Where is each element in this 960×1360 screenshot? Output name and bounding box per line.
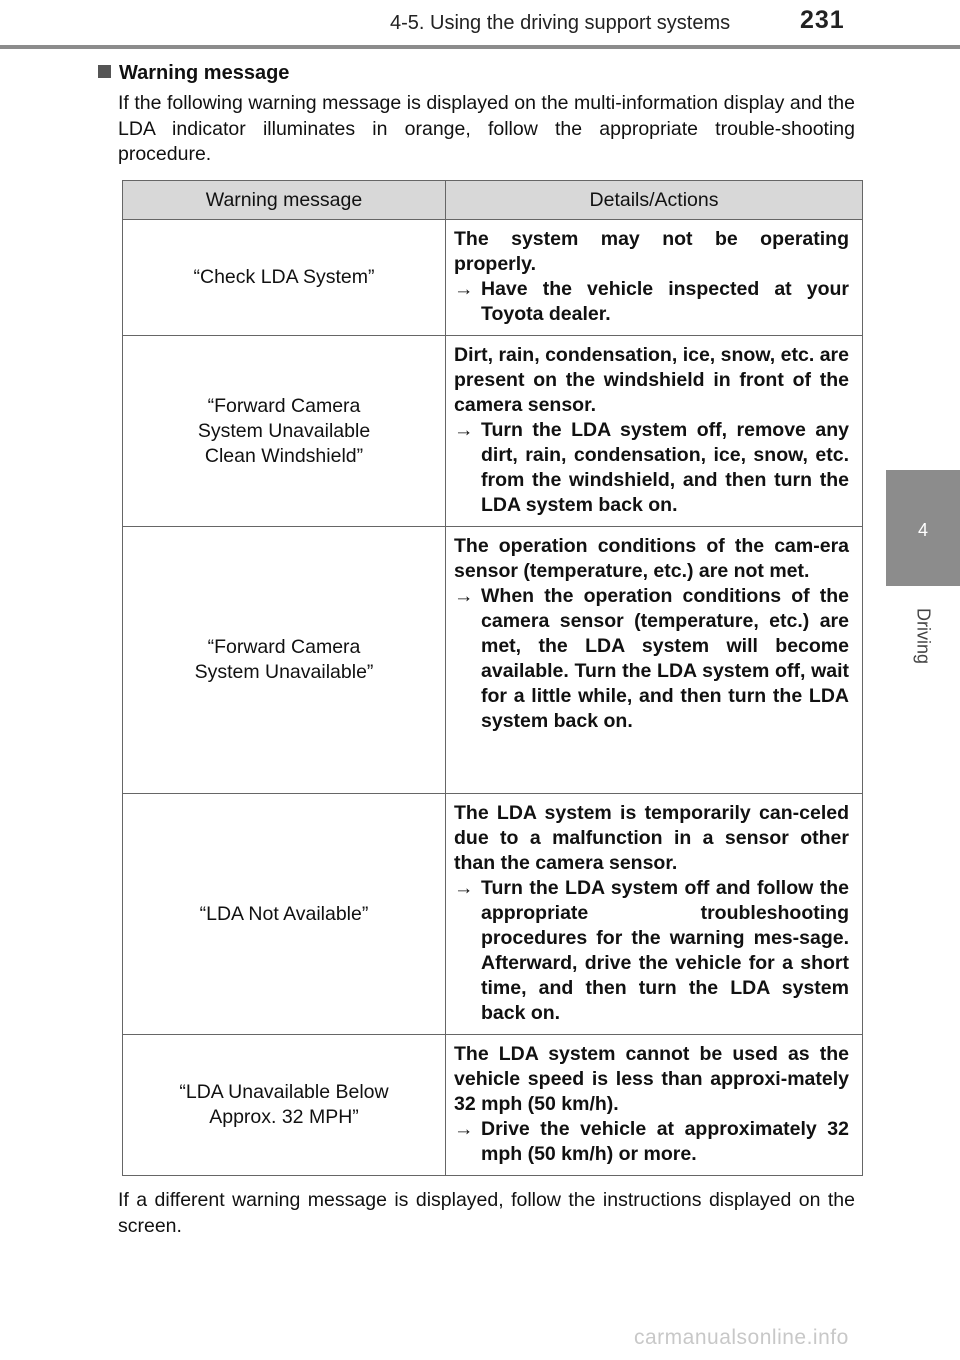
warning-message-cell <box>123 794 446 1035</box>
header-divider <box>0 45 960 49</box>
detail-text: The LDA system cannot be used as the vehicle speed is less than approxi-mately 32 mph (50 km/h). <box>454 1043 849 1115</box>
table-row <box>123 527 863 794</box>
warning-message-cell <box>123 1035 446 1176</box>
warning-message-text: “Check LDA System” <box>193 266 375 288</box>
details-actions-cell <box>446 1035 863 1176</box>
table-row <box>123 1035 863 1176</box>
detail-text: The system may not be operating properly. <box>454 228 849 275</box>
warning-message-cell <box>123 336 446 527</box>
action-text: When the operation conditions of the camera sensor (temperature, etc.) are met, the LDA system will become available. Turn the LDA system off, wait for a little while, and then turn the LDA system back on. <box>481 585 849 732</box>
chapter-label-text: Driving <box>913 607 934 665</box>
warning-message-cell <box>123 527 446 794</box>
warning-message-text: “LDA Not Available” <box>199 902 369 925</box>
chapter-number: 4 <box>917 520 928 540</box>
arrow-right-icon: → <box>454 877 474 899</box>
table-row <box>123 794 863 1035</box>
chapter-tab <box>886 470 960 586</box>
section-title: 4-5. Using the driving support systems <box>390 12 731 34</box>
watermark: carmanualsonline.info <box>634 1326 849 1349</box>
action-item <box>454 277 849 327</box>
section-heading <box>98 62 289 85</box>
warning-message-table <box>122 180 863 1176</box>
action-item <box>454 876 849 1026</box>
closing-paragraph: If a different warning message is displayed, follow the instructions displayed on the screen. <box>118 1189 855 1237</box>
action-text: Turn the LDA system off and follow the appropriate troubleshooting procedures for the warning mes-sage. Afterward, drive the vehicle for a short time, and then turn the LDA system back on. <box>481 877 849 1024</box>
section-heading-text: Warning message <box>119 62 290 84</box>
warning-message-text: “Forward Camera System Unavailable” <box>194 636 374 683</box>
arrow-right-icon: → <box>454 585 474 607</box>
table-header-row <box>123 181 863 220</box>
details-actions-cell <box>446 336 863 527</box>
table-row <box>123 336 863 527</box>
arrow-right-icon: → <box>454 278 474 300</box>
column-header-details-actions: Details/Actions <box>446 181 863 220</box>
details-actions-cell <box>446 794 863 1035</box>
action-item <box>454 418 849 518</box>
action-text: Have the vehicle inspected at your Toyota dealer. <box>481 278 849 325</box>
column-header-warning-message: Warning message <box>123 181 446 220</box>
action-item <box>454 1117 849 1167</box>
details-actions-cell <box>446 527 863 794</box>
action-text: Turn the LDA system off, remove any dirt, rain, condensation, ice, snow, etc. from the windshield, and then turn the LDA system back on. <box>481 419 849 516</box>
details-actions-cell <box>446 220 863 336</box>
detail-text: The LDA system is temporarily can-celed due to a malfunction in a sensor other than the camera sensor. <box>454 802 849 874</box>
action-item <box>454 584 849 734</box>
action-text: Drive the vehicle at approximately 32 mph (50 km/h) or more. <box>481 1118 849 1165</box>
detail-text: Dirt, rain, condensation, ice, snow, etc. are present on the windshield in front of the camera sensor. <box>454 344 849 416</box>
warning-message-text: “LDA Unavailable Below Approx. 32 MPH” <box>179 1081 389 1128</box>
page-number: 231 <box>800 6 845 34</box>
warning-message-cell <box>123 220 446 336</box>
table-row <box>123 220 863 336</box>
arrow-right-icon: → <box>454 1118 474 1140</box>
arrow-right-icon: → <box>454 419 474 441</box>
intro-paragraph: If the following warning message is displayed on the multi-information display and the LDA indicator illuminates in orange, follow the appropriate trouble-shooting procedure. <box>118 92 855 165</box>
warning-message-text: “Forward Camera System Unavailable Clean Windshield” <box>197 394 371 467</box>
chapter-label <box>886 596 960 676</box>
square-bullet-icon <box>98 65 111 78</box>
detail-text: The operation conditions of the cam-era sensor (temperature, etc.) are not met. <box>454 535 849 582</box>
